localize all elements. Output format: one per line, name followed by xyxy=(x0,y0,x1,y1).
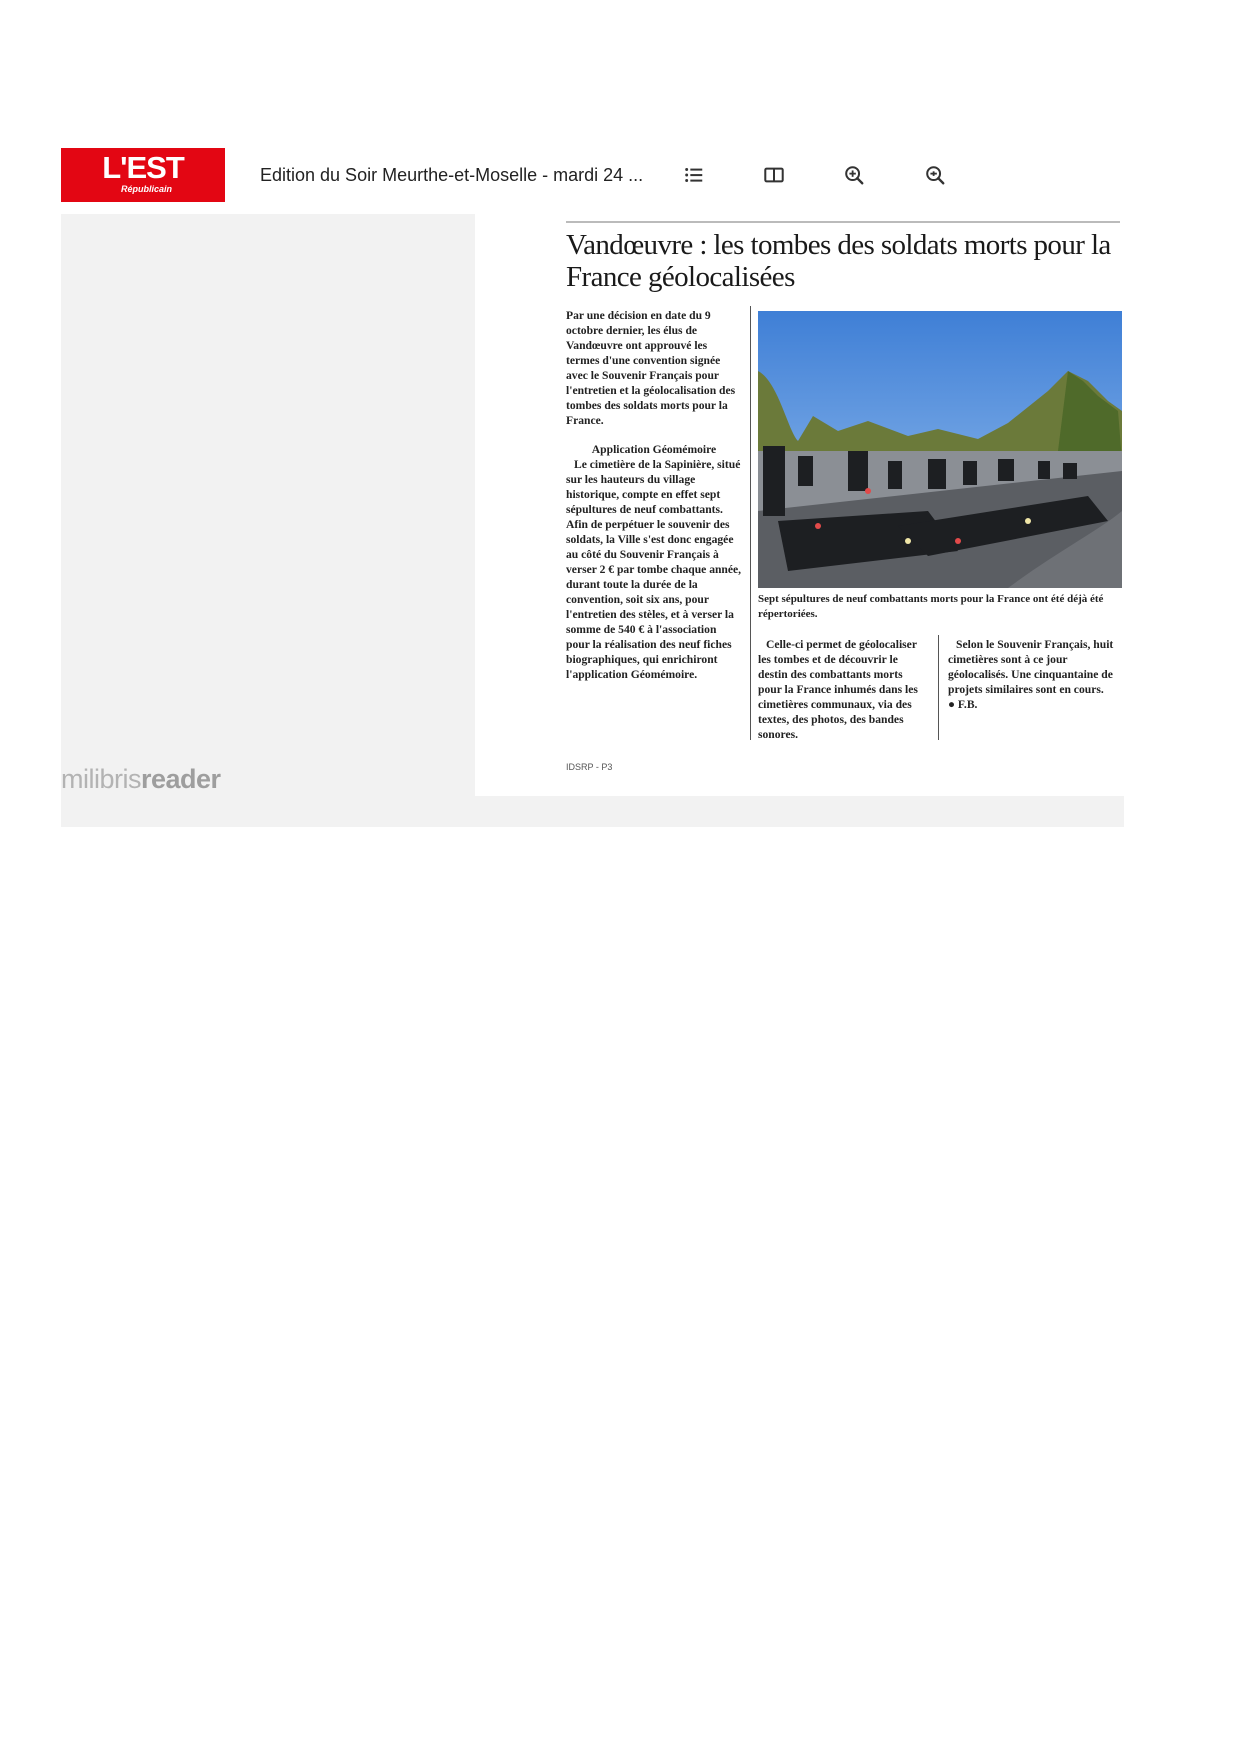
article-subhead: Application Géomémoire xyxy=(591,443,717,456)
brand-bold: reader xyxy=(141,764,221,794)
article-column-3 xyxy=(948,637,1124,712)
article-body-1: Le cimetière de la Sapinière, situé sur les hauteurs du village historique, compte en effet sept sépultures de neuf combattants. Afin de perpétuer le souvenir des soldats, la Ville s'est donc engagée au côté du Souvenir Français à verser 2 € par tombe chaque année, durant toute la durée de la convention, soit six ans, pour l'entretien des stèles, et à verser la somme de 540 € à l'association pour la réalisation des neuf fiches biographiques, qui enrichiront l'application Géomémoire. xyxy=(566,458,742,681)
photo-caption: Sept sépultures de neuf combattants morts pour la France ont été déjà été répertoriées. xyxy=(758,593,1104,620)
newspaper-logo[interactable] xyxy=(61,148,225,202)
page-folio: IDSRP - P3 xyxy=(566,762,613,772)
article-intro: Par une décision en date du 9 octobre dernier, les élus de Vandœuvre ont approuvé les termes d'une convention signée avec le Souvenir Français pour l'entretien et la géolocalisation des tombes des soldats morts pour la France. xyxy=(566,309,736,427)
brand-light: milibris xyxy=(61,764,141,794)
newspaper-page[interactable] xyxy=(475,214,1124,796)
viewer-gutter xyxy=(61,214,475,796)
article-signature: ● F.B. xyxy=(948,698,978,711)
milibris-reader-logo xyxy=(61,764,221,795)
top-rule xyxy=(566,221,1120,223)
article-headline: Vandœuvre : les tombes des soldats morts pour la France géolocalisées xyxy=(566,229,1111,293)
zoom-in-icon xyxy=(843,164,865,186)
book-icon xyxy=(763,164,785,186)
zoom-out-icon xyxy=(924,164,946,186)
article-column-1 xyxy=(566,308,742,682)
logo-subtext: Républicain xyxy=(121,184,173,194)
top-bar xyxy=(61,146,1124,204)
zoom-in-button[interactable] xyxy=(839,160,869,190)
double-page-button[interactable] xyxy=(759,160,789,190)
column-divider xyxy=(938,635,939,740)
article-body-2: Celle-ci permet de géolocaliser les tombes et de découvrir le destin des combattants morts pour la France inhumés dans les cimetières communaux, via des textes, des photos, des bandes sonores. xyxy=(758,638,918,741)
article-body-3: Selon le Souvenir Français, huit cimetières sont à ce jour géolocalisés. Une cinquantaine de projets similaires sont en cours. xyxy=(948,638,1114,696)
list-icon xyxy=(683,164,705,186)
zoom-out-button[interactable] xyxy=(920,160,950,190)
edition-title: Edition du Soir Meurthe-et-Moselle - mardi 24 ... xyxy=(260,165,644,185)
reader-viewer[interactable] xyxy=(61,214,1124,827)
article-column-2 xyxy=(758,637,928,742)
cemetery-photo xyxy=(758,311,1122,588)
logo-text: L'EST xyxy=(102,150,184,185)
column-divider xyxy=(750,306,751,740)
table-of-contents-button[interactable] xyxy=(679,160,709,190)
